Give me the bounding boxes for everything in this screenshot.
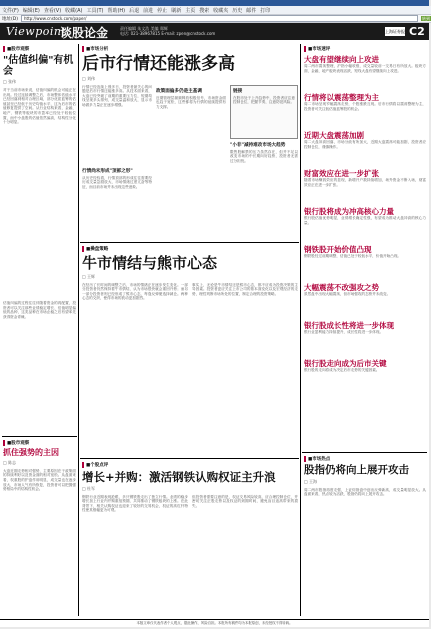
section-divider: [80, 242, 299, 243]
sidebar-box: [230, 85, 298, 139]
masthead-info-line1: 责任编辑 朱文浩 美编 郑辉: [120, 26, 168, 31]
section-title: 谈股论金: [60, 26, 109, 40]
masthead-info-line2: 电话: 021-38967815 E-mail: zpen@cnstock.com: [120, 31, 216, 36]
right-column: [304, 46, 426, 448]
address-label: 地址(D): [2, 16, 18, 22]
brief-item: [304, 321, 426, 354]
toolbar-item[interactable]: 工具(T): [86, 7, 104, 14]
brief-headline[interactable]: 行情将以震荡整理为主: [304, 93, 379, 102]
masthead: [0, 23, 429, 40]
brief-headline[interactable]: 钢铁股开始价值凸现: [304, 245, 372, 254]
left-column-lower: [3, 440, 76, 619]
toolbar-item[interactable]: 历史: [232, 7, 243, 14]
article-body: 估值纠偏的过程往往伴随着资金的再配置，投资者可以关注那些业绩稳定增长、估值明显偏低的品种，这类品种在市场企稳之后有望率先获得资金青睐。: [3, 301, 76, 319]
section-divider: [302, 452, 427, 453]
address-bar: [0, 15, 431, 23]
article-headline[interactable]: 增长+并购：激活钢铁认购权证主升浪: [82, 470, 276, 484]
brief-body: 钢铁股经过前期调整，估值已处于较低水平，价值开始凸现。: [304, 254, 402, 258]
toolbar-item[interactable]: 后退: [129, 7, 140, 14]
article-body: 在经历了长时间的调整之后，市场的情绪正在逐步发生变化。一部分投资者仍然保持着牛市情结，认为市场很快就会重回升势；而另一部分投资者则已经形成了熊市心态，每逢反弹便选择减仓。两种心态的交织，使得市场的波动更加剧烈。: [82, 282, 188, 301]
article-byline: □ 张伟: [3, 79, 17, 84]
left-column: [3, 46, 76, 441]
toolbar-item[interactable]: 前进: [143, 7, 154, 14]
article-byline: □ 杜军: [82, 485, 96, 491]
brief-body: 虽然盘中出现大幅震荡，但市场强攻的态势并未改变。: [304, 292, 391, 296]
masthead-date: 上海证券报: [385, 29, 405, 34]
article-body: 近期管理层频频释放积极信号，市场资金面也趋于宽松，这些都将为行情的延续提供有力支撑。: [156, 95, 226, 109]
brief-body: 周二市场呈现窄幅震荡走势，个股涨跌互现。后市行情将以震荡整理为主，投资者可关注低估值蓝筹股的机会。: [304, 102, 426, 111]
sidebar-title: 链接: [233, 88, 243, 94]
article-headline[interactable]: 抓住强势的主因: [3, 448, 59, 457]
brief-body: 随着市场赚钱效应的显现，新增开户数持续增加，场外资金不断入场，财富效应正在进一步扩张。: [304, 178, 426, 187]
brief-body: 银行股估值优势明显，业绩增长确定性强，有望成为推动大盘冲高的核心力量。: [304, 216, 426, 225]
article-headline[interactable]: 牛市情结与熊市心态: [82, 254, 218, 272]
toolbar-item[interactable]: 刷新: [171, 7, 182, 14]
browser-toolbar: [0, 6, 431, 15]
section-divider: [80, 458, 299, 459]
section-tag: ■个股点评: [82, 462, 298, 468]
brief-list: [304, 55, 426, 392]
brief-headline[interactable]: 大幅震荡不改强攻之势: [304, 283, 379, 292]
toolbar-item[interactable]: 停止: [157, 7, 168, 14]
section-tag: ■市场速评: [304, 46, 426, 52]
brief-item: [304, 283, 426, 316]
toolbar-item[interactable]: 打印: [260, 7, 271, 14]
brief-item: [304, 207, 426, 240]
brief-body: 银行股的走向将成为决定后市走势的关键因素。: [304, 368, 380, 372]
center-top-article: [82, 46, 298, 231]
section-tag: ■市场分析: [82, 46, 298, 52]
article-byline: □ 刘伟: [82, 75, 96, 81]
column-divider: [300, 44, 301, 616]
right-column-lower: [304, 456, 426, 598]
column-divider: [78, 44, 79, 616]
section-tag: ■市场热点: [304, 456, 426, 462]
brief-item: [304, 169, 426, 202]
section-tag: ■股市观察: [3, 440, 76, 446]
page-number: C2: [409, 25, 425, 38]
address-input[interactable]: http://www.cnstock.com/paper/: [21, 15, 418, 22]
sidebar-body: 在股市处于上升趋势中，投资者应注意控制仓位，把握节奏，注意防范风险。: [233, 95, 295, 105]
toolbar-item[interactable]: 邮件: [246, 7, 257, 14]
article-body: 行情已经连续上涨多日，投资者最关心的问题是后市行情还能涨多高。从技术面来看，大盘已经突破了前期的重要压力位，短期均线呈现多头排列，成交量温和放大，显示市场做多力量正在逐步增强。: [82, 84, 152, 108]
article-byline: □ 王海: [304, 478, 318, 484]
article-subtitle: 行情尚未形成"顶部之形": [82, 168, 133, 174]
masthead-info: [120, 26, 350, 36]
toolbar-item[interactable]: 帮助(H): [107, 7, 126, 14]
article-body: 限售股解禁的压力虽然存在，但并不足以改变市场的中长期向好趋势，投资者无需过分担忧。: [230, 149, 298, 163]
article-byline: □ 王辉: [82, 273, 96, 279]
article-headline[interactable]: 后市行情还能涨多高: [82, 54, 235, 74]
brief-item: [304, 245, 426, 278]
brief-headline[interactable]: 银行股成长性将进一步体现: [304, 321, 394, 330]
article-body: 钢铁行业近期表现抢眼，多只钢铁股走出了独立行情。业绩的稳步增长加上行业内并购重组预期，共同推动了钢铁板块的上涨。在此背景下，相关认购权证也迎来了较好的交易机会，权证的高杠杆特性使其涨幅更为可观。: [82, 494, 188, 513]
article-body: 周二两市股指再度走强，上证综指盘中创出反弹新高，成交量明显放大。从盘面来看，热点较为活跃，股指仍将向上展开攻击。: [304, 487, 426, 497]
brief-headline[interactable]: 银行股走向成为后市关键: [304, 359, 387, 368]
toolbar-item[interactable]: 收藏夹: [213, 7, 229, 14]
go-button[interactable]: 转到: [422, 16, 430, 21]
brief-item: [304, 131, 426, 164]
article-body: 对于当前市场来说，估值纠偏的机会可能正在出现。经过连续调整之后，市场整体估值水平已经回落到相对合理区域，部分优质蓝筹的估值甚至已经低于历史均值水平，这为后市的估值修复提供了空间。从行业结构来看，金融、地产、钢铁等板块的市盈率已经处于较低位置，而中小盘股的估值依然偏高，结构性分化十分明显。: [3, 88, 76, 125]
brief-body: 周二大盘冲高回落，市场分歧有所加大，近期大盘震荡可能加剧，投资者应控制仓位，谨慎操作。: [304, 140, 426, 149]
toolbar-item[interactable]: 搜索: [199, 7, 210, 14]
brief-headline[interactable]: 近期大盘震荡加剧: [304, 131, 364, 140]
brief-headline[interactable]: 财富效应在进一步扩张: [304, 169, 379, 178]
article-subtitle: 政策面偏多仍是主基调: [156, 88, 202, 94]
toolbar-item[interactable]: 编辑(E): [22, 7, 40, 14]
center-bottom-article: [82, 462, 298, 610]
article-headline[interactable]: "估值纠偏"有机会: [3, 55, 74, 77]
article-subtitle: "小非"减持难改市场大趋势: [230, 142, 286, 148]
section-tag: ■操盘策略: [82, 246, 298, 252]
brief-item: [304, 55, 426, 88]
page-footer: 本版文章仅代表作者个人观点，据此操作，风险自担。本报所有稿件均为本报原创，未经授权不得转载。: [0, 619, 429, 629]
article-body: 大盘近期走势相对强势，主要原因在于政策面的持续利好以及资金面的相对宽松。从盘面来看，权重股的护盘作用明显，成交量也在逐步放大，市场人气有所恢复，投资者可以把握强势格局中的结构性机会。: [3, 468, 76, 492]
masthead-logo: Viewpoint: [6, 25, 67, 38]
article-headline[interactable]: 股指仍将向上展开攻击: [304, 464, 409, 476]
center-mid-article: [82, 246, 298, 448]
brief-headline[interactable]: 银行股将成为冲高核心力量: [304, 207, 394, 216]
article-byline: □ 陈志: [3, 459, 17, 465]
brief-item: [304, 93, 426, 126]
article-body: 但投资者需要注意的是，权证交易风险较高，应合理控制仓位，并密切关注正股走势以及权证的到期时间，避免盲目追高带来的损失。: [192, 494, 298, 508]
brief-headline[interactable]: 大盘有望继续向上攻进: [304, 55, 379, 64]
article-body: 从历史经验看，行情顶部的形成往往需要经历成交量急剧放大、市场情绪过度亢奋等特征，而目前市场并未出现这些迹象。: [82, 175, 152, 189]
toolbar-item[interactable]: 主页: [185, 7, 196, 14]
toolbar-item[interactable]: 查看(V): [43, 7, 62, 14]
brief-body: 周二两市震荡整理，沪指小幅收涨，成交量较前一交易日有所放大。板块方面，金融、地产板块表现活跃，短线大盘有望继续向上攻进。: [304, 64, 426, 73]
brief-item: [304, 359, 426, 392]
brief-body: 银行业盈利能力持续提升，成长性将进一步体现。: [304, 330, 384, 334]
toolbar-item[interactable]: 文件(F): [2, 7, 19, 14]
section-tag: ■股市观察: [3, 46, 76, 52]
toolbar-item[interactable]: 收藏(A): [65, 7, 83, 14]
article-body: 事实上，无论是牛市情结还是熊市心态，都不应成为投资决策的主导因素。投资者更应关注上市公司的基本面变化以及宏观经济的走势，理性判断市场所处的位置，制定合理的投资策略。: [192, 282, 298, 296]
